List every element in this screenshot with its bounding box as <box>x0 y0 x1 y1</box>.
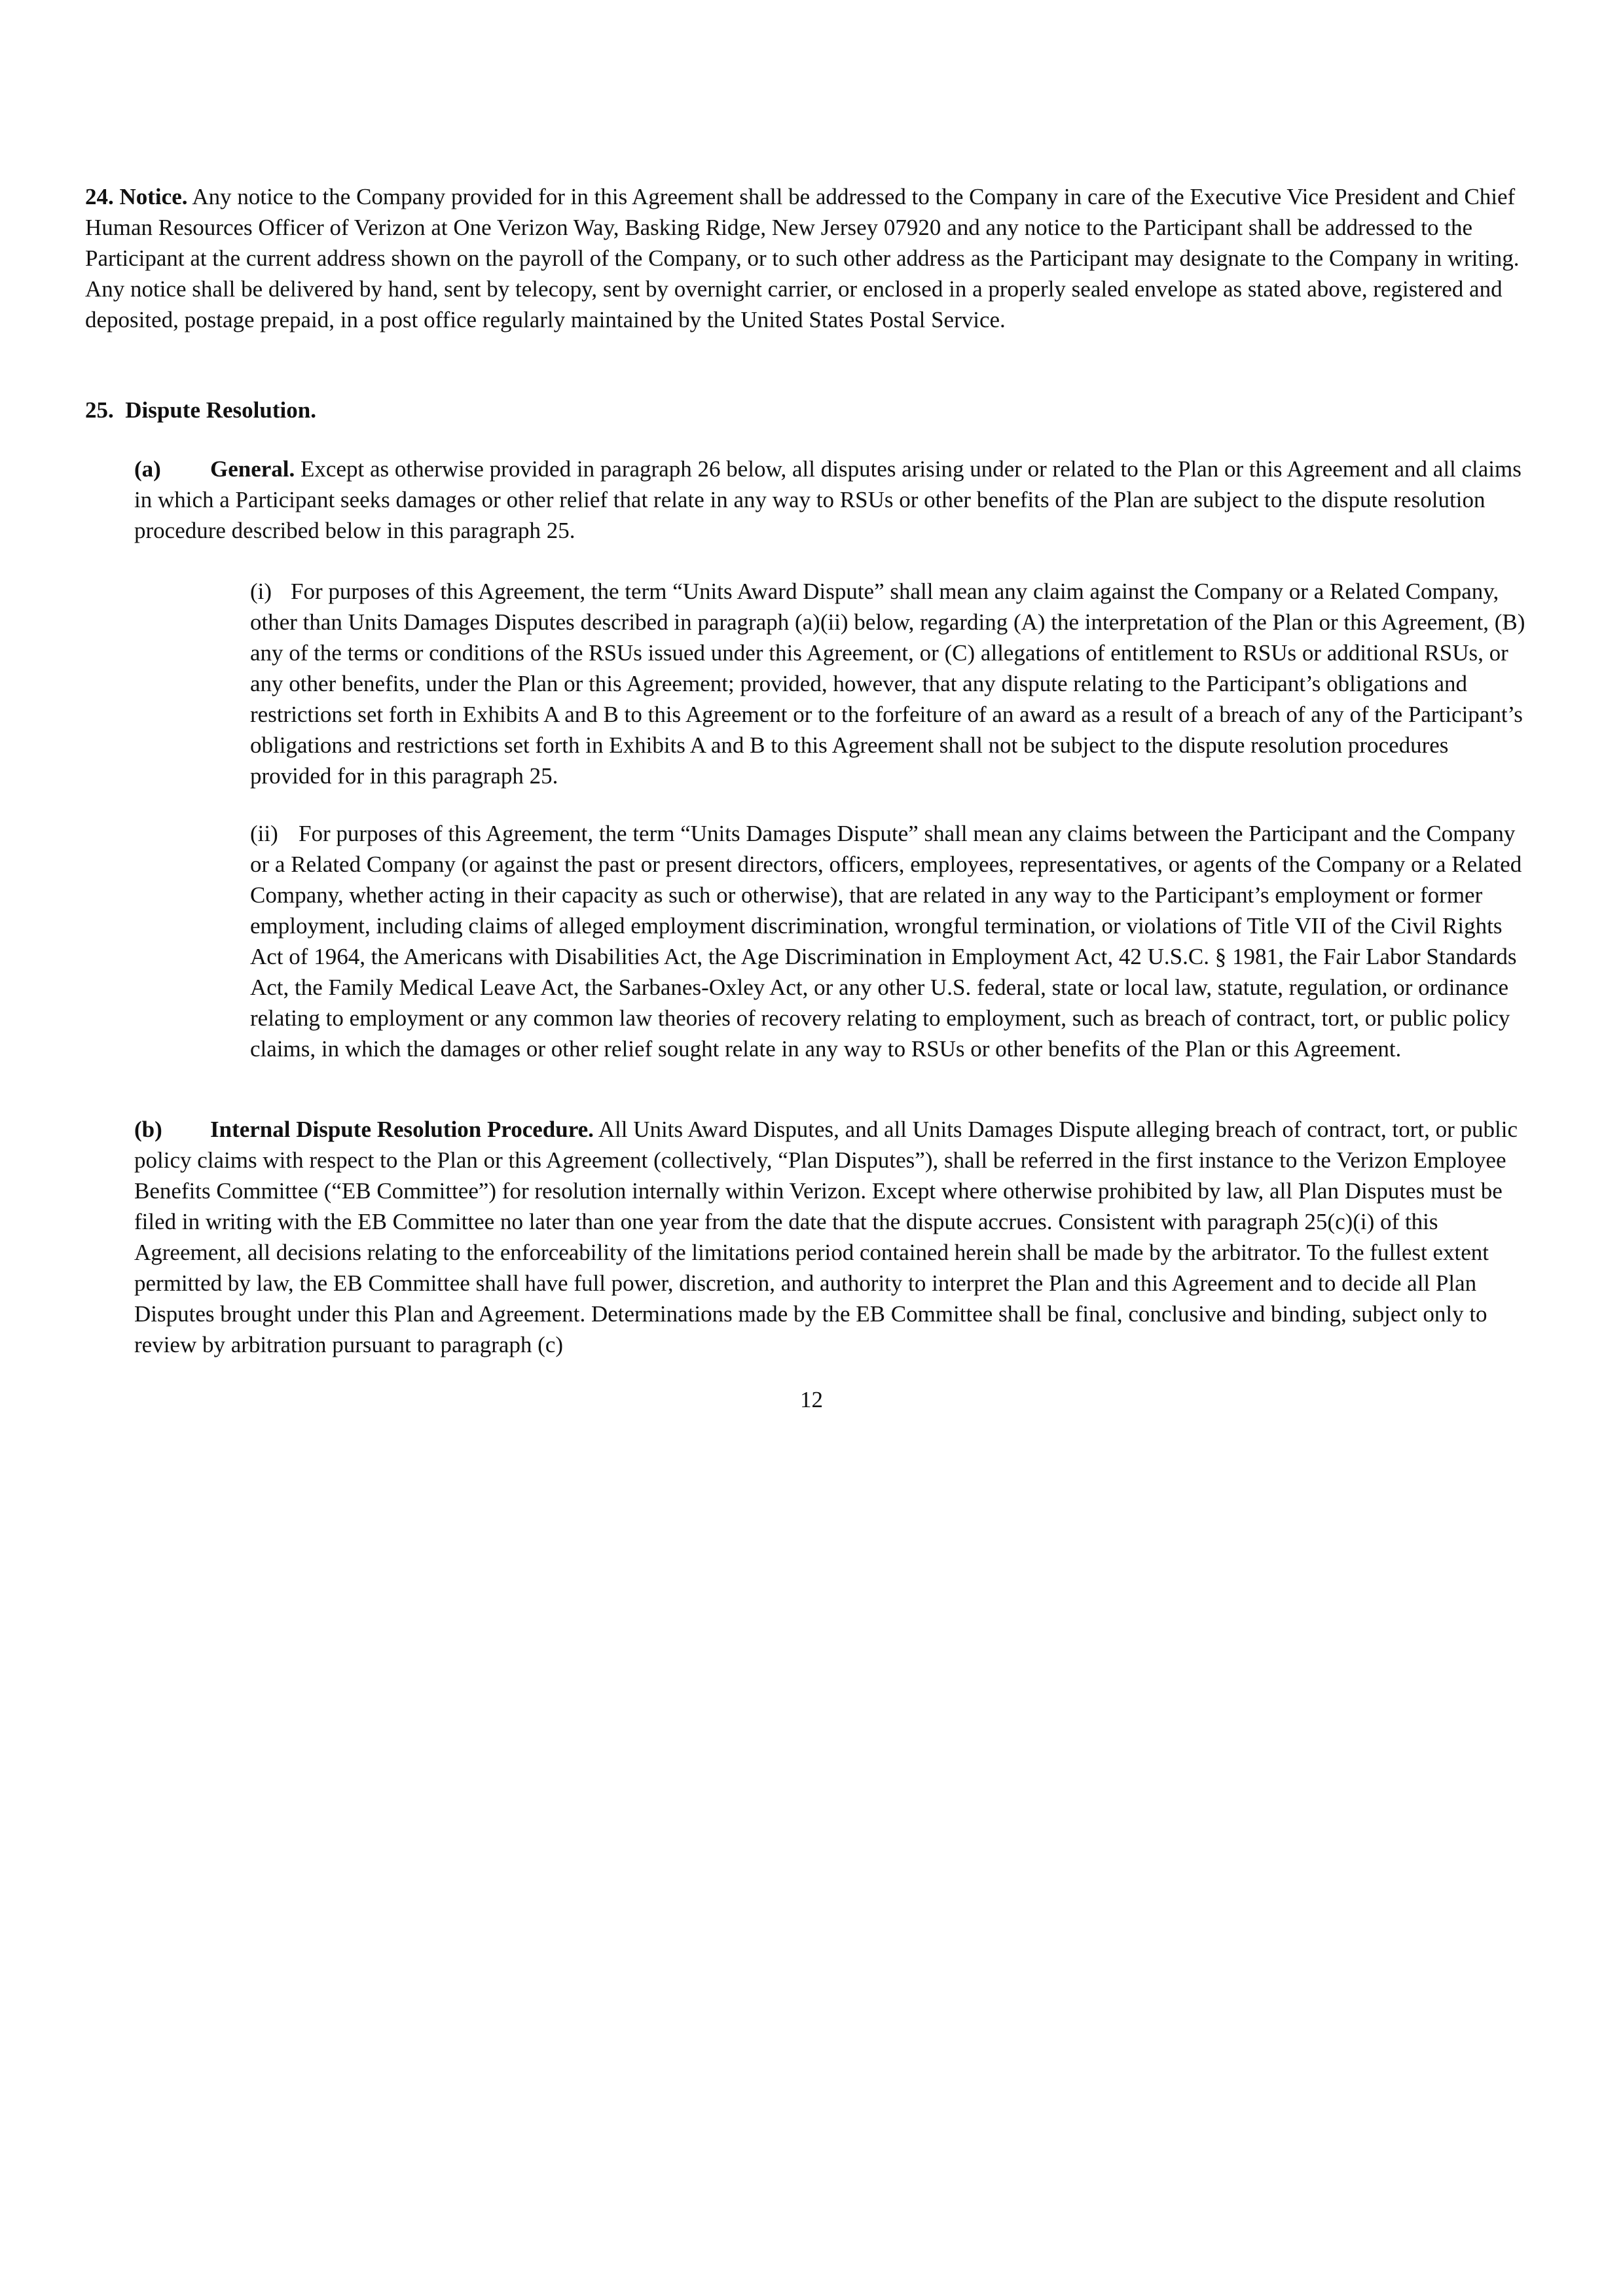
section-24-notice <box>85 181 1525 335</box>
paragraph-25a-i <box>250 576 1533 791</box>
paragraph-25b-text: All Units Award Disputes, and all Units Damages Dispute alleging breach of contract, tort, or public policy claims with respect to the Plan or this Agreement (collectively, “Plan Disputes”), shall be referred in the first instance to the Verizon Employee Benefits Committee (“EB Committee”) for resolution internally within Verizon. Except where otherwise prohibited by law, all Plan Disputes must be filed in writing with the EB Committee no later than one year from the date that the dispute accrues. Consistent with paragraph 25(c)(i) of this Agreement, all decisions relating to the enforceability of the limitations period contained herein shall be made by the arbitrator. To the fullest extent permitted by law, the EB Committee shall have full power, discretion, and authority to interpret the Plan and this Agreement and to decide all Plan Disputes brought under this Plan and Agreement. Determinations made by the EB Committee shall be final, conclusive and binding, subject only to review by arbitration pursuant to paragraph (c) <box>134 1117 1518 1357</box>
paragraph-25b-label: (b) <box>134 1117 162 1142</box>
section-25-title <box>85 395 1525 425</box>
paragraph-25a-text: Except as otherwise provided in paragraph 26 below, all disputes arising under or related to the Plan or this Agreement and all claims in which a Participant seeks damages or other relief that relate in any way to RSUs or other benefits of the Plan are subject to the dispute resolution procedure described below in this paragraph 25. <box>134 456 1522 543</box>
paragraph-25b-internal-dispute <box>134 1114 1535 1360</box>
paragraph-25a-ii-text: For purposes of this Agreement, the term “Units Damages Dispute” shall mean any claims between the Participant and the Company or a Related Company (or against the past or present directors, officers, employees, representatives, or agents of the Company or a Related Company, whether acting in their capacity as such or otherwise), that are related in any way to the Participant’s employment or former employment, including claims of alleged employment discrimination, wrongful termination, or violations of Title VII of the Civil Rights Act of 1964, the Americans with Disabilities Act, the Age Discrimination in Employment Act, 42 U.S.C. § 1981, the Fair Labor Standards Act, the Family Medical Leave Act, the Sarbanes-Oxley Act, or any other U.S. federal, state or local law, statute, regulation, or ordinance relating to employment or any common law theories of recovery relating to employment, such as breach of contract, tort, or public policy claims, in which the damages or other relief sought relate in any way to RSUs or other benefits of the Plan or this Agreement. <box>250 821 1522 1062</box>
paragraph-25a-ii-label: (ii) <box>250 821 278 846</box>
section-24-text: Any notice to the Company provided for in this Agreement shall be addressed to the Company in care of the Executive Vice President and Chief Human Resources Officer of Verizon at One Verizon Way, Basking Ridge, New Jersey 07920 and any notice to the Participant shall be addressed to the Participant at the current address shown on the payroll of the Company, or to such other address as the Participant may designate to the Company in writing. Any notice shall be delivered by hand, sent by telecopy, sent by overnight carrier, or enclosed in a properly sealed envelope as stated above, registered and deposited, postage prepaid, in a post office regularly maintained by the United States Postal Service. <box>85 184 1520 332</box>
paragraph-25a-i-label: (i) <box>250 579 272 604</box>
section-25-heading: Dispute Resolution. <box>125 397 316 423</box>
paragraph-25a-label: (a) <box>134 456 161 482</box>
paragraph-25a-general <box>134 454 1535 546</box>
page-number: 12 <box>800 1387 823 1412</box>
paragraph-25a-heading: General. <box>210 456 295 482</box>
paragraph-25a-i-text: For purposes of this Agreement, the term “Units Award Dispute” shall mean any claim against the Company or a Related Company, other than Units Damages Disputes described in paragraph (a)(ii) below, regarding (A) the interpretation of the Plan or this Agreement, (B) any of the terms or conditions of the RSUs issued under this Agreement, or (C) allegations of entitlement to RSUs or additional RSUs, or any other benefits, under the Plan or this Agreement; provided, however, that any dispute relating to the Participant’s obligations and restrictions set forth in Exhibits A and B to this Agreement or to the forfeiture of an award as a result of a breach of any of the Participant’s obligations and restrictions set forth in Exhibits A and B to this Agreement shall not be subject to the dispute resolution procedures provided for in this paragraph 25. <box>250 579 1525 789</box>
paragraph-25b-heading: Internal Dispute Resolution Procedure. <box>210 1117 594 1142</box>
section-24-number: 24. <box>85 184 114 209</box>
paragraph-25a-ii <box>250 818 1533 1064</box>
section-24-heading: Notice. <box>119 184 188 209</box>
section-25-number: 25. <box>85 397 114 423</box>
